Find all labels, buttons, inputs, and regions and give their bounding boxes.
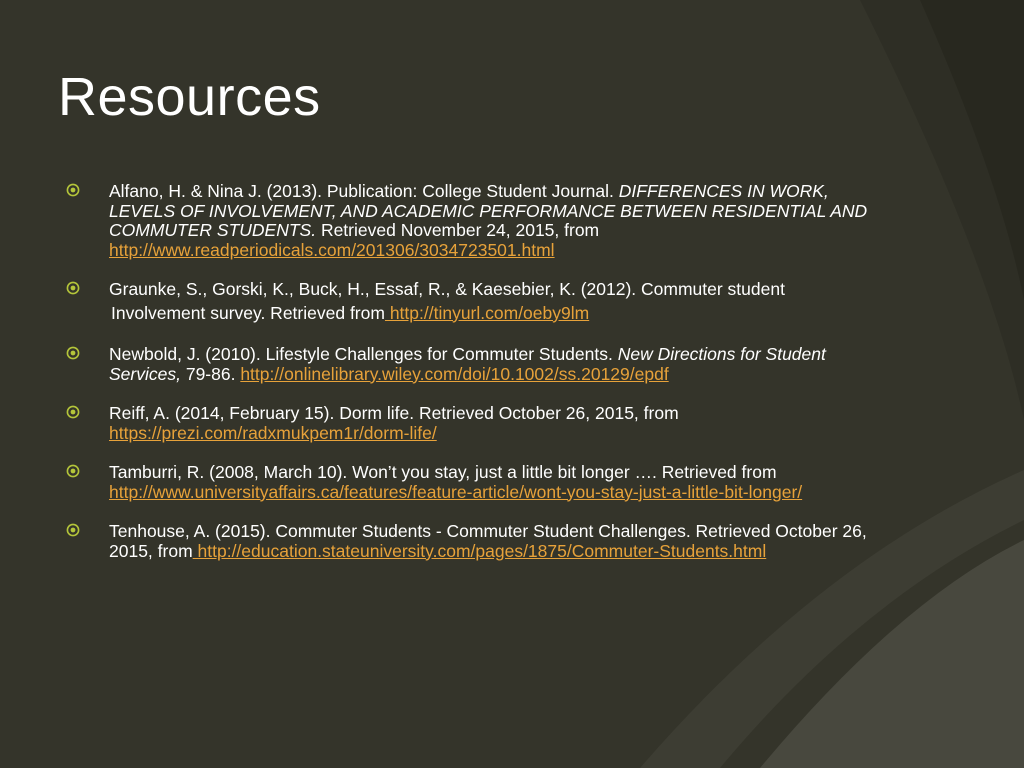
reference-continuation bbox=[111, 304, 894, 324]
reference-text: 79-86. bbox=[180, 363, 241, 384]
reference-text: Tamburri, R. (2008, March 10). Won’t you stay, just a little bit longer …. Retrieved from bbox=[109, 462, 777, 482]
reference-link[interactable]: http://www.readperiodicals.com/201306/3034723501.html bbox=[109, 239, 555, 260]
reference-item bbox=[64, 404, 894, 443]
circle-dot-icon bbox=[66, 523, 80, 537]
reference-item bbox=[64, 463, 894, 502]
reference-italic: New Directions for Student Services, bbox=[109, 344, 826, 384]
circle-dot-icon bbox=[66, 464, 80, 478]
reference-link[interactable]: https://prezi.com/radxmukpem1r/dorm-life/ bbox=[109, 422, 437, 443]
reference-item bbox=[64, 345, 894, 384]
circle-dot-icon bbox=[66, 405, 80, 419]
reference-text: Involvement survey. Retrieved from bbox=[111, 302, 385, 323]
reference-text: Reiff, A. (2014, February 15). Dorm life. Retrieved October 26, 2015, from bbox=[109, 403, 679, 423]
reference-italic: DIFFERENCES IN WORK, LEVELS OF INVOLVEMENT, AND ACADEMIC PERFORMANCE BETWEEN RESIDENTIAL AND COMMUTER STUDENTS. bbox=[109, 181, 868, 240]
reference-text: Newbold, J. (2010). Lifestyle Challenges for Commuter Students. bbox=[109, 344, 618, 364]
circle-dot-icon bbox=[66, 346, 80, 360]
references-list bbox=[64, 182, 894, 581]
slide-title: Resources bbox=[58, 67, 321, 127]
reference-text: Tenhouse, A. (2015). Commuter Students - Commuter Student Challenges. Retrieved October 26, 2015, from bbox=[109, 521, 867, 561]
reference-text: Retrieved November 24, 2015, from bbox=[316, 220, 600, 240]
reference-item bbox=[64, 522, 894, 561]
reference-link[interactable]: http://education.stateuniversity.com/pages/1875/Commuter-Students.html bbox=[192, 540, 767, 561]
reference-text: Graunke, S., Gorski, K., Buck, H., Essaf, R., & Kaesebier, K. (2012). Commuter student bbox=[109, 279, 785, 299]
reference-link[interactable]: http://tinyurl.com/oeby9lm bbox=[384, 302, 590, 323]
reference-text: Alfano, H. & Nina J. (2013). Publication: College Student Journal. bbox=[109, 181, 619, 201]
reference-item bbox=[64, 280, 894, 323]
reference-link[interactable]: http://onlinelibrary.wiley.com/doi/10.1002/ss.20129/epdf bbox=[240, 363, 669, 384]
reference-link[interactable]: http://www.universityaffairs.ca/features/feature-article/wont-you-stay-just-a-little-bit-longer/ bbox=[109, 481, 803, 502]
reference-item bbox=[64, 182, 894, 260]
circle-dot-icon bbox=[66, 281, 80, 295]
circle-dot-icon bbox=[66, 183, 80, 197]
